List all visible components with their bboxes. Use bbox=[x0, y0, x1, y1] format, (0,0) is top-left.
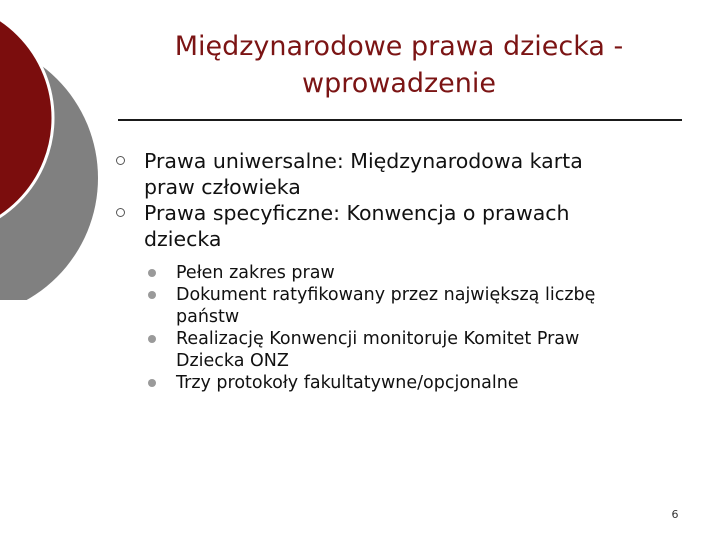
bullet-item-universal-rights bbox=[112, 148, 672, 200]
slide-title bbox=[118, 28, 680, 102]
sub-bullet-line: Dziecka ONZ bbox=[176, 351, 289, 371]
sub-bullet-item bbox=[144, 372, 672, 394]
bullet-line: Prawa specyficzne: Konwencja o prawach bbox=[144, 201, 570, 225]
slide-number: 6 bbox=[671, 508, 679, 521]
dot-bullet-icon bbox=[148, 379, 156, 387]
dot-bullet-icon bbox=[148, 335, 156, 343]
ring-bullet-icon bbox=[116, 208, 125, 217]
ring-bullet-icon bbox=[116, 156, 125, 165]
sub-bullet-line: państw bbox=[176, 307, 240, 327]
title-divider bbox=[118, 119, 682, 121]
bullet-item-specific-rights bbox=[112, 200, 672, 394]
slide-title-line-2: wprowadzenie bbox=[301, 68, 497, 99]
sub-bullet-item bbox=[144, 284, 672, 328]
dot-bullet-icon bbox=[148, 291, 156, 299]
sub-bullet-line: Dokument ratyfikowany przez największą liczbę bbox=[176, 285, 596, 305]
slide-title-line-1: Międzynarodowe prawa dziecka - bbox=[174, 31, 624, 62]
sub-bullet-line: Trzy protokoły fakultatywne/opcjonalne bbox=[176, 373, 519, 393]
sub-bullet-line: Realizację Konwencji monitoruje Komitet Praw bbox=[176, 329, 580, 349]
decorative-circles bbox=[0, 0, 120, 300]
bullet-line: praw człowieka bbox=[144, 175, 301, 199]
bullet-line: dziecka bbox=[144, 227, 222, 251]
dot-bullet-icon bbox=[148, 269, 156, 277]
sub-bullet-item bbox=[144, 328, 672, 372]
bullet-line: Prawa uniwersalne: Międzynarodowa karta bbox=[144, 149, 583, 173]
sub-bullet-item bbox=[144, 262, 672, 284]
bullet-list bbox=[112, 148, 672, 394]
sub-bullet-list bbox=[144, 262, 672, 394]
sub-bullet-line: Pełen zakres praw bbox=[176, 263, 335, 283]
